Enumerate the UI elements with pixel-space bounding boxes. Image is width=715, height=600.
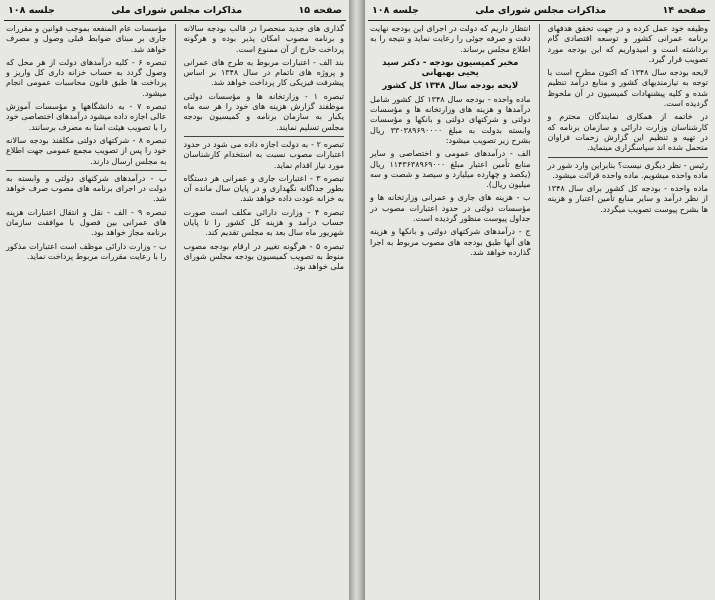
paragraph: تبصره ۹ - الف - نقل و انتقال اعتبارات هزینه های عمرانی بین فصول با موافقت سازمان برنامه مجاز خواهد بود. [6, 207, 167, 238]
paragraph: تبصره ۱ - وزارتخانه ها و مؤسسات دولتی موظفند گزارش هزینه های خود را هر سه ماه یکبار به سازمان برنامه و کمیسیون بودجه مجلس تسلیم نمایند. [183, 91, 344, 132]
bill-title: لایحه بودجه سال ۱۳۴۸ کل کشور [382, 81, 519, 92]
paragraph: تبصره ۴ - وزارت دارائی مکلف است صورت حساب درآمد و هزینه کل کشور را تا پایان شهریور ماه سال بعد به مجلس تقدیم کند. [183, 207, 344, 238]
column-divider [175, 24, 176, 600]
paragraph: الف - درآمدهای عمومی و اختصاصی و سایر منابع تأمین اعتبار مبلغ ۱۱۴۳۶۳۸۹۶۹۰۰۰ ریال (یکصد و چهارده میلیارد و سیصد و شصت و سه میلیون ریال). [370, 149, 531, 190]
paragraph: رئیس - نظر دیگری نیست؟ بنابراین وارد شور در ماده واحده میشویم. ماده واحده قرائت میشود. [547, 160, 708, 180]
column-left [4, 24, 169, 600]
divider [184, 136, 345, 137]
page-number: صفحه ۱۴ [662, 4, 706, 16]
divider [548, 157, 709, 158]
column-left [368, 24, 533, 600]
session-number: جلسه ۱۰۸ [372, 4, 419, 16]
text-columns [368, 21, 710, 600]
journal-title: مذاکرات مجلس شورای ملی [475, 4, 607, 16]
paragraph: تبصره ۲ - به دولت اجازه داده می شود در حدود اعتبارات مصوب نسبت به استخدام کارشناسان مورد نیاز اقدام نماید. [183, 139, 344, 170]
journal-title: مذاکرات مجلس شورای ملی [111, 4, 243, 16]
divider [6, 170, 167, 171]
paragraph: مؤسسات عام المنفعه بموجب قوانین و مقررات جاری بر مبنای ضوابط قبلی وصول و مصرف خواهد شد. [6, 24, 167, 54]
paragraph: وظیفه خود عمل کرده و در جهت تحقق هدفهای برنامه عمرانی کشور و توسعه اقتصادی گام برداشته است و امیدواریم که این بودجه مورد تصویب قرار گیرد. [547, 24, 708, 64]
column-right [182, 24, 347, 600]
paragraph: گذاری های جدید منحصراً در قالب بودجه سالانه و برنامه مصوب امکان پذیر بوده و هرگونه پرداخت خارج از آن ممنوع است. [183, 24, 344, 54]
speaker-line: مخبر کمیسیون بودجه - دکتر سید یحیی بهبهانی [382, 57, 519, 79]
paragraph: تبصره ۳ - اعتبارات جاری و عمرانی هر دستگاه بطور جداگانه نگهداری و در پایان سال مانده آن به خزانه عودت داده خواهد شد. [183, 173, 344, 204]
session-number: جلسه ۱۰۸ [8, 4, 55, 16]
paragraph: تبصره ۵ - هرگونه تغییر در ارقام بودجه مصوب منوط به تصویب کمیسیون بودجه مجلس شورای ملی خواهد بود. [183, 241, 345, 272]
paragraph: در خاتمه از همکاری نمایندگان محترم و کارشناسان وزارت دارائی و سازمان برنامه که در تهیه و تنظیم این گزارش زحمات فراوان متحمل شده اند سپاسگزاری مینماید. [547, 112, 708, 153]
paragraph: انتظار داریم که دولت در اجرای این بودجه نهایت دقت و صرفه جوئی را رعایت نماید و نتیجه را به اطلاع مجلس برساند. [370, 24, 531, 54]
column-divider [539, 24, 540, 600]
left-page [4, 0, 346, 600]
paragraph: ج - درآمدهای شرکتهای دولتی و بانکها و هزینه های آنها طبق بودجه های مصوب مربوط به اجرا گذارده خواهد شد. [370, 227, 531, 257]
text-columns [4, 21, 346, 600]
paragraph: ب - درآمدهای شرکتهای دولتی و وابسته به دولت در اجرای برنامه های مصوب صرف خواهد شد. [6, 173, 167, 204]
page-header [4, 0, 346, 21]
paragraph: ماده واحده - بودجه کل کشور برای سال ۱۳۴۸ از نظر درآمد و سایر منابع تأمین اعتبار و هزینه ها بشرح پیوست تصویب میگردد. [547, 184, 708, 214]
paragraph: ب - هزینه های جاری و عمرانی وزارتخانه ها و مؤسسات دولتی در حدود اعتبارات مصوب در جداول پیوست منظور گردیده است. [370, 193, 531, 224]
book-gutter [349, 0, 365, 600]
page-header [368, 0, 710, 21]
paragraph: لایحه بودجه سال ۱۳۴۸ که اکنون مطرح است با توجه به نیازمندیهای کشور و منابع درآمد تنظیم شده و کلیه پیشنهادات کمیسیون در آن ملحوظ گردیده است. [547, 68, 709, 109]
paragraph: ب - وزارت دارائی موظف است اعتبارات مذکور را با رعایت مقررات مربوط پرداخت نماید. [6, 241, 167, 261]
paragraph: بند الف - اعتبارات مربوط به طرح های عمرانی و پروژه های ناتمام در سال ۱۳۴۸ بر اساس پیشرفت فیزیکی کار پرداخت خواهد شد. [183, 57, 344, 88]
right-page [368, 0, 710, 600]
paragraph: تبصره ۸ - شرکتهای دولتی مکلفند بودجه سالانه خود را پس از تصویب مجمع عمومی جهت اطلاع به مجلس ارسال دارند. [6, 135, 167, 166]
column-right [546, 24, 711, 600]
paragraph: تبصره ۶ - کلیه درآمدهای دولت از هر محل که وصول گردد به حساب خزانه داری کل واریز و پرداخت ها طبق قانون محاسبات عمومی انجام میشود. [6, 57, 167, 98]
paragraph: تبصره ۷ - به دانشگاهها و مؤسسات آموزش عالی اجازه داده میشود درآمدهای اختصاصی خود را با تصویب هیئت امنا به مصرف برسانند. [6, 102, 167, 132]
page-number: صفحه ۱۵ [298, 4, 342, 16]
paragraph: ماده واحده - بودجه سال ۱۳۴۸ کل کشور شامل درآمدها و هزینه های وزارتخانه ها و مؤسسات دولتی و شرکتهای دولتی و بانکها و مؤسسات وابسته بدولت به مبلغ ۳۳۰۳۸۹۶۹۰۰۰۰ ریال بشرح زیر تصویب میشود: [370, 94, 531, 145]
